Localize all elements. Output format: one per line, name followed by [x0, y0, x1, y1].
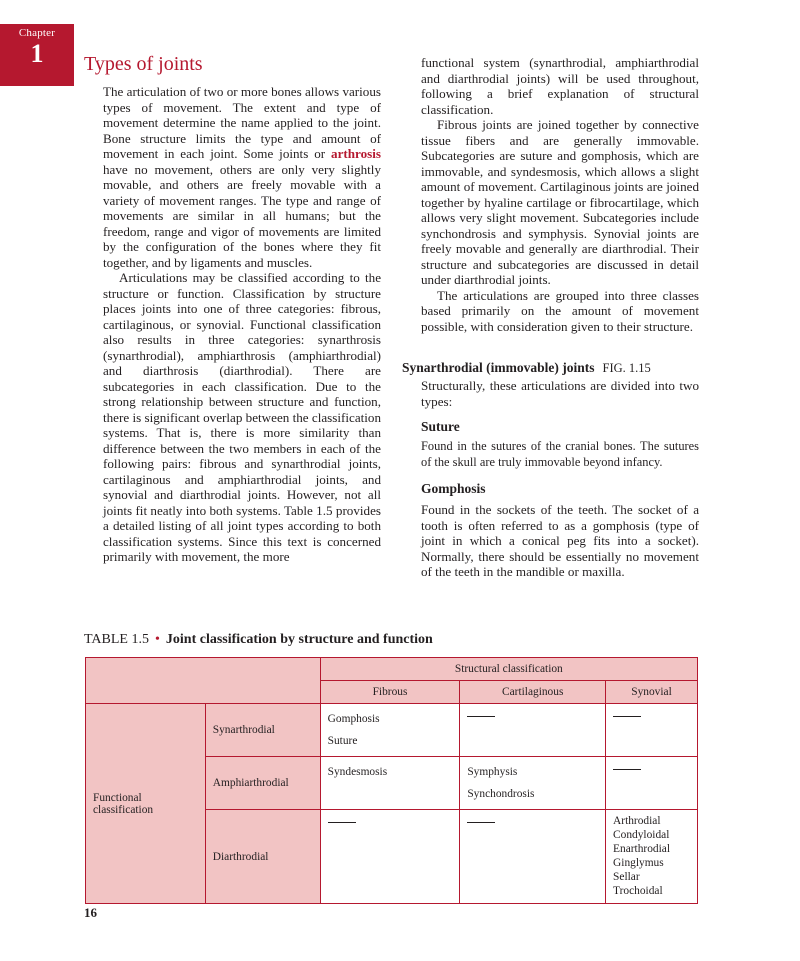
suture-text: Found in the sutures of the cranial bones. The sutures of the skull are truly immovable beyond infancy.	[421, 439, 699, 469]
right-paragraph-2: Fibrous joints are joined together by connective tissue fibers and are generally immovable. Subcategories are suture and gomphosis, which are immovable, and syndesmosis, which allows a slight amount of movement. Cartilaginous joints are joined together by hyaline cartilage or fibrocartilage, which allows very slight movement. Subcategories include synchondrosis and symphysis. Synovial joints are freely movable and generally are diarthrodial. Their structure and subcategories are discussed in detail under diarthrodial joints.	[421, 117, 699, 287]
column-header-fibrous: Fibrous	[320, 681, 460, 704]
suture-heading: Suture	[421, 419, 460, 434]
column-header-synovial: Synovial	[606, 681, 698, 704]
cell-item: Sellar	[613, 871, 640, 883]
empty-dash	[467, 822, 495, 823]
figure-reference: FIG. 1.15	[602, 361, 651, 375]
joint-classification-table	[85, 657, 698, 904]
left-p1-text-b: have no movement, others are only very slightly movable, and others are freely movable with a variety of movement ranges. The type and range of movements are similar in all humans; but the freedom, range and vigor of movements are limited by the configuration of the bones where they fit together, and by ligaments and muscles.	[103, 161, 381, 270]
table-header-row-1	[86, 658, 698, 681]
left-p1-text-a: The articulation of two or more bones allows various types of movement. The extent and type of movement determine the name applied to the joint. Bone structure limits the type and amount of movement in each joint. Some joints or	[103, 84, 381, 161]
cell-item: Gomphosis	[327, 713, 380, 725]
caption-bullet: •	[154, 632, 160, 647]
left-column	[103, 84, 381, 565]
gomphosis-heading: Gomphosis	[421, 481, 486, 496]
cell-item: Enarthrodial	[613, 843, 670, 855]
cell-synarthrodial-synovial	[606, 704, 698, 757]
right-column	[421, 55, 699, 334]
row-label-amphiarthrodial: Amphiarthrodial	[205, 757, 320, 810]
table-title: Joint classification by structure and function	[165, 632, 433, 647]
left-paragraph-1	[103, 84, 381, 270]
empty-dash	[613, 769, 641, 770]
cell-amphiarthrodial-synovial	[606, 757, 698, 810]
empty-dash	[613, 716, 641, 717]
table-corner-cell	[86, 658, 321, 704]
right-paragraph-1: functional system (synarthrodial, amphiarthrodial and diarthrodial joints) will be used throughout, following a brief explanation of structural classification.	[421, 55, 699, 117]
structural-header: Structural classification	[320, 658, 697, 681]
synarthrodial-intro: Structurally, these articulations are divided into two types:	[421, 378, 699, 409]
table-number: TABLE 1.5	[84, 632, 149, 647]
empty-dash	[467, 716, 495, 717]
page-number: 16	[84, 905, 97, 920]
section-heading: Types of joints	[84, 53, 203, 75]
cell-item: Suture	[327, 735, 358, 747]
chapter-label: Chapter	[18, 27, 56, 39]
cell-item: Syndesmosis	[327, 766, 388, 778]
left-paragraph-2: Articulations may be classified according to the structure or function. Classification by structure places joints into one of three categories: fibrous, cartilaginous, or synovial. Functional classification also results in three categories: synarthrosis (synarthrodial), amphiarthrosis (amphiarthrodial) and diarthrosis (diarthrodial). There are subcategories in each classification. Due to the strong relationship between structure and function, there is significant overlap between the classification systems. That is, there is more similarity than difference between the two members in each of the following pairs: fibrous and synarthrodial joints, cartilaginous and amphiarthrodial joints, and synovial and diarthrodial joints. However, not all joints fit neatly into both systems. Table 1.5 provides a detailed listing of all joint types according to both classification systems. Since this text is concerned primarily with movement, the more	[103, 270, 381, 564]
cell-amphiarthrodial-fibrous	[320, 757, 460, 810]
cell-item: Symphysis	[467, 766, 518, 778]
cell-item: Ginglymus	[613, 857, 664, 869]
chapter-number: 1	[30, 39, 44, 68]
synarthrodial-heading	[402, 360, 651, 376]
right-paragraph-3: The articulations are grouped into three classes based primarily on the amount of movement possible, with consideration given to their structure.	[421, 287, 699, 334]
functional-header: Functional classification	[86, 704, 206, 904]
cell-item: Synchondrosis	[467, 788, 535, 800]
table-row	[86, 704, 698, 757]
table-caption	[84, 632, 433, 648]
synarthrodial-heading-text: Synarthrodial (immovable) joints	[402, 360, 595, 375]
cell-diarthrodial-synovial	[606, 810, 698, 904]
term-arthrosis: arthrosis	[331, 146, 381, 161]
empty-dash	[328, 822, 356, 823]
cell-item: Trochoidal	[613, 885, 663, 897]
row-label-diarthrodial: Diarthrodial	[205, 810, 320, 904]
cell-item: Condyloidal	[613, 829, 670, 841]
cell-synarthrodial-fibrous	[320, 704, 460, 757]
cell-amphiarthrodial-cartilaginous	[460, 757, 606, 810]
cell-diarthrodial-fibrous	[320, 810, 460, 904]
chapter-tab	[0, 24, 74, 86]
cell-diarthrodial-cartilaginous	[460, 810, 606, 904]
cell-item: Arthrodial	[613, 815, 661, 827]
gomphosis-text: Found in the sockets of the teeth. The socket of a tooth is often referred to as a gomphosis (type of joint in which a conical peg fits into a socket). Normally, there should be essentially no movement of the teeth in the mandible or maxilla.	[421, 502, 699, 579]
row-label-synarthrodial: Synarthrodial	[205, 704, 320, 757]
cell-synarthrodial-cartilaginous	[460, 704, 606, 757]
column-header-cartilaginous: Cartilaginous	[460, 681, 606, 704]
